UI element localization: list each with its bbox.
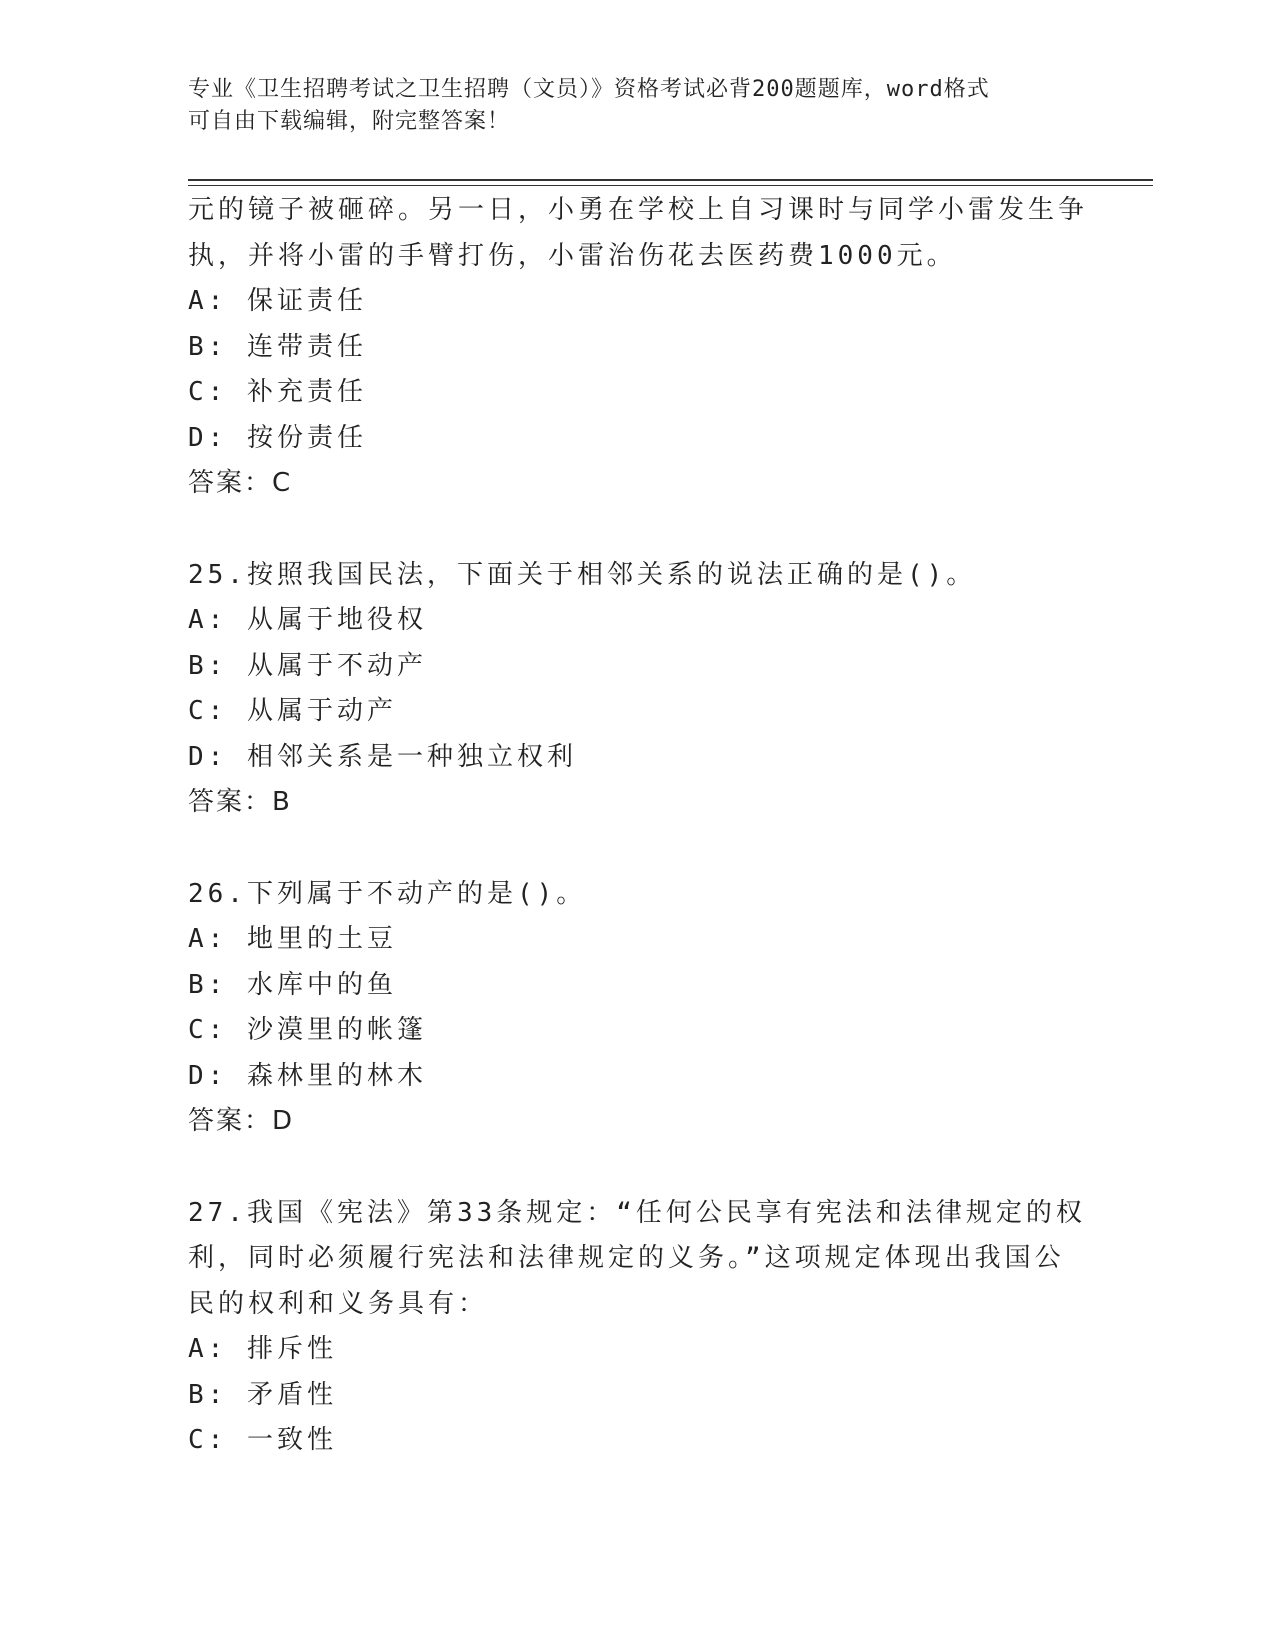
- option-a: A: 保证责任: [188, 286, 367, 316]
- option-a: A: 排斥性: [188, 1334, 337, 1364]
- question-text: 25.按照我国民法，下面关于相邻关系的说法正确的是()。: [188, 559, 977, 590]
- option-c: C: 补充责任: [188, 377, 367, 407]
- header-divider-bottom: [188, 185, 1153, 186]
- option-c: C: 一致性: [188, 1425, 337, 1455]
- question-text-line: 利，同时必须履行宪法和法律规定的义务。”这项规定体现出我国公: [188, 1243, 1065, 1273]
- option-d: D: 森林里的林木: [188, 1060, 427, 1091]
- header-title-line-1: 专业《卫生招聘考试之卫生招聘（文员）》资格考试必背200题题库，word格式: [188, 77, 990, 102]
- answer-label: 答案：C: [188, 468, 293, 498]
- question-spacer: [188, 507, 1088, 553]
- question-24-continued: [188, 188, 1088, 507]
- question-spacer: [188, 1145, 1088, 1191]
- option-b: B: 矛盾性: [188, 1379, 337, 1410]
- header-title-line-2: 可自由下载编辑，附完整答案！: [188, 109, 511, 134]
- question-text-line: 执，并将小雷的手臂打伤，小雷治伤花去医药费1000元。: [188, 240, 957, 271]
- question-text-line: 元的镜子被砸碎。另一日，小勇在学校上自习课时与同学小雷发生争: [188, 195, 1089, 225]
- option-d: D: 相邻关系是一种独立权利: [188, 741, 577, 772]
- answer-label: 答案：B: [188, 787, 292, 817]
- header-divider-top: [188, 179, 1153, 181]
- option-d: D: 按份责任: [188, 422, 367, 453]
- option-c: C: 沙漠里的帐篷: [188, 1015, 427, 1045]
- question-27: [188, 1191, 1088, 1464]
- option-b: B: 从属于不动产: [188, 650, 427, 681]
- option-b: B: 连带责任: [188, 331, 367, 362]
- question-spacer: [188, 826, 1088, 872]
- question-text-line: 27.我国《宪法》第33条规定：“任何公民享有宪法和法律规定的权: [188, 1197, 1086, 1228]
- answer-label: 答案：D: [188, 1106, 295, 1136]
- option-a: A: 地里的土豆: [188, 924, 397, 954]
- document-header: [188, 74, 1088, 138]
- question-25: [188, 553, 1088, 826]
- question-text-line: 民的权利和义务具有：: [188, 1288, 489, 1319]
- question-26: [188, 872, 1088, 1145]
- question-text: 26.下列属于不动产的是()。: [188, 878, 587, 909]
- option-a: A: 从属于地役权: [188, 605, 427, 635]
- option-b: B: 水库中的鱼: [188, 969, 397, 1000]
- question-list: [188, 188, 1088, 1464]
- option-c: C: 从属于动产: [188, 696, 397, 726]
